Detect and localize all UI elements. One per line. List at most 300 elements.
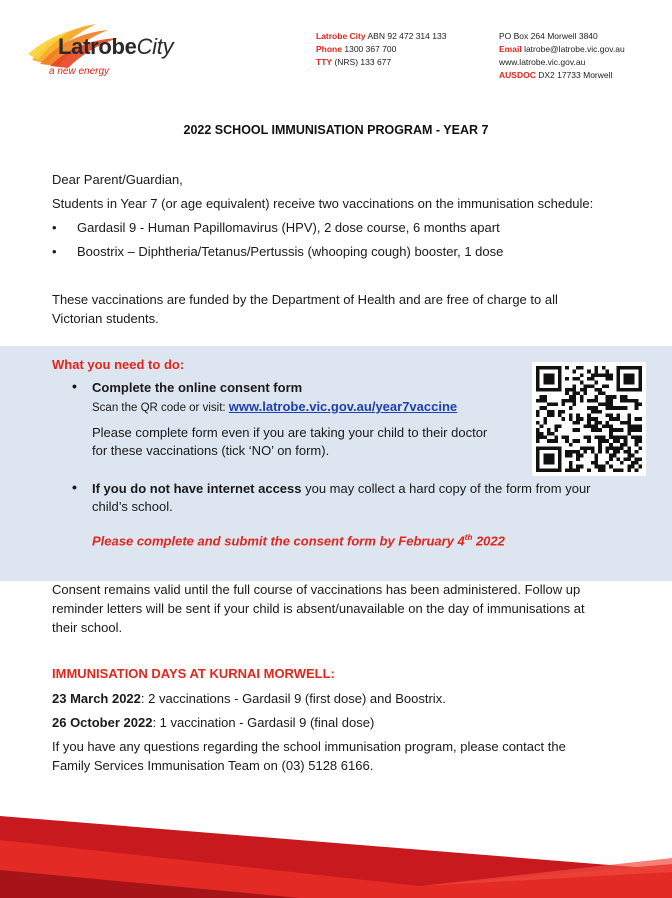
qr-module	[569, 406, 573, 410]
qr-module	[587, 435, 591, 439]
qr-module	[558, 446, 562, 450]
qr-module	[594, 399, 598, 403]
qr-module	[558, 373, 562, 377]
qr-module	[635, 439, 639, 443]
qr-module	[594, 461, 598, 465]
qr-module	[627, 414, 631, 418]
consent-validity-text: Consent remains valid until the full course of vaccinations has been administered. Follow up reminder letters will be sent if your child is absent/unavailable on the day of immunisations at their school.	[52, 582, 585, 635]
qr-module	[616, 388, 620, 392]
qr-module	[609, 465, 613, 469]
vaccine-list-item: • Gardasil 9 - Human Papillomavirus (HPV), 2 dose course, 6 months apart	[52, 220, 500, 235]
qr-module	[562, 417, 566, 421]
qr-module	[554, 428, 558, 432]
qr-module	[558, 450, 562, 454]
qr-module	[580, 395, 584, 399]
qr-module	[594, 410, 598, 414]
qr-module	[569, 417, 573, 421]
qr-module	[551, 388, 555, 392]
qr-module	[613, 446, 617, 450]
qr-module	[594, 435, 598, 439]
qr-module	[635, 399, 639, 403]
qr-module	[638, 381, 642, 385]
qr-module	[605, 377, 609, 381]
qr-module	[638, 424, 642, 428]
qr-module	[609, 443, 613, 447]
qr-module	[580, 388, 584, 392]
qr-module	[624, 450, 628, 454]
qr-module	[547, 439, 551, 443]
qr-module	[635, 388, 639, 392]
qr-module	[536, 468, 540, 472]
qr-module	[631, 388, 635, 392]
qr-module	[547, 457, 551, 461]
qr-module	[565, 388, 569, 392]
qr-module	[558, 370, 562, 374]
qr-module	[543, 468, 547, 472]
contact-line: Latrobe City ABN 92 472 314 133	[316, 31, 447, 41]
qr-module	[594, 457, 598, 461]
qr-module	[554, 366, 558, 370]
bullet-icon: •	[72, 378, 77, 394]
qr-module	[547, 414, 551, 418]
qr-module	[576, 465, 580, 469]
qr-module	[554, 403, 558, 407]
qr-module	[627, 468, 631, 472]
qr-module	[558, 377, 562, 381]
qr-module	[591, 424, 595, 428]
qr-module	[613, 435, 617, 439]
qr-module	[536, 388, 540, 392]
qr-module	[536, 370, 540, 374]
qr-module	[616, 417, 620, 421]
qr-module	[587, 377, 591, 381]
qr-module	[551, 366, 555, 370]
qr-module	[638, 377, 642, 381]
qr-module	[543, 435, 547, 439]
qr-module	[616, 377, 620, 381]
document-title: 2022 SCHOOL IMMUNISATION PROGRAM - YEAR 7	[183, 123, 489, 137]
qr-module	[638, 388, 642, 392]
qr-module	[627, 417, 631, 421]
qr-module	[580, 373, 584, 377]
questions-text: If you have any questions regarding the school immunisation program, please contact the Family Services Immunisation Team on (03) 5128 6166.	[52, 739, 566, 773]
qr-module	[613, 406, 617, 410]
qr-module	[591, 410, 595, 414]
qr-module	[536, 432, 540, 436]
qr-module	[576, 377, 580, 381]
qr-module	[627, 432, 631, 436]
qr-module	[558, 457, 562, 461]
qr-module	[627, 399, 631, 403]
qr-module	[627, 421, 631, 425]
qr-module	[536, 457, 540, 461]
qr-module	[598, 421, 602, 425]
qr-module	[558, 366, 562, 370]
qr-module	[569, 399, 573, 403]
qr-module	[627, 366, 631, 370]
qr-module	[631, 399, 635, 403]
qr-module	[551, 454, 555, 458]
qr-module	[576, 421, 580, 425]
qr-module	[598, 392, 602, 396]
qr-module	[627, 373, 631, 377]
qr-module	[540, 388, 544, 392]
qr-module	[536, 465, 540, 469]
qr-module	[536, 435, 540, 439]
funding-text: These vaccinations are funded by the Department of Health and are free of charge to all Victorian students.	[52, 292, 558, 326]
consent-form-heading: Complete the online consent form	[92, 380, 303, 395]
qr-module	[543, 454, 547, 458]
vaccine-list-item: • Boostrix – Diphtheria/Tetanus/Pertussis (whooping cough) booster, 1 dose	[52, 244, 504, 259]
qr-module	[543, 406, 547, 410]
qr-module	[569, 388, 573, 392]
logo-name-italic: City	[136, 34, 174, 59]
qr-module	[609, 414, 613, 418]
qr-module	[613, 428, 617, 432]
qr-module	[551, 461, 555, 465]
qr-module	[587, 446, 591, 450]
qr-module	[543, 373, 547, 377]
qr-module	[547, 403, 551, 407]
qr-module	[576, 439, 580, 443]
qr-module	[620, 399, 624, 403]
qr-module	[594, 417, 598, 421]
qr-module	[624, 366, 628, 370]
qr-module	[609, 435, 613, 439]
qr-module	[627, 446, 631, 450]
qr-module	[543, 461, 547, 465]
qr-module	[587, 468, 591, 472]
qr-module	[551, 457, 555, 461]
contact-line: Email latrobe@latrobe.vic.gov.au	[499, 44, 625, 54]
qr-module	[573, 370, 577, 374]
qr-module	[540, 406, 544, 410]
qr-module	[543, 417, 547, 421]
qr-module	[540, 435, 544, 439]
qr-module	[551, 468, 555, 472]
qr-module	[605, 395, 609, 399]
qr-module	[613, 439, 617, 443]
qr-module	[620, 421, 624, 425]
qr-module	[584, 450, 588, 454]
qr-module	[591, 384, 595, 388]
qr-module	[602, 403, 606, 407]
qr-module	[631, 428, 635, 432]
qr-module	[594, 381, 598, 385]
qr-module	[620, 468, 624, 472]
qr-module	[627, 450, 631, 454]
qr-module	[580, 446, 584, 450]
qr-module	[536, 450, 540, 454]
qr-module	[540, 432, 544, 436]
qr-module	[638, 373, 642, 377]
qr-module	[635, 417, 639, 421]
contact-block-left	[316, 30, 446, 69]
qr-module	[627, 465, 631, 469]
qr-module	[580, 417, 584, 421]
qr-module	[598, 465, 602, 469]
qr-module	[594, 406, 598, 410]
qr-module	[620, 435, 624, 439]
qr-module	[609, 406, 613, 410]
qr-module	[569, 454, 573, 458]
qr-module	[540, 399, 544, 403]
qr-module	[598, 403, 602, 407]
qr-module	[576, 392, 580, 396]
qr-module	[587, 439, 591, 443]
qr-module	[580, 465, 584, 469]
qr-module	[536, 461, 540, 465]
qr-module	[598, 435, 602, 439]
qr-module	[635, 403, 639, 407]
qr-module	[543, 381, 547, 385]
qr-module	[547, 381, 551, 385]
qr-module	[631, 377, 635, 381]
qr-module	[620, 461, 624, 465]
qr-module	[536, 414, 540, 418]
qr-module	[616, 373, 620, 377]
qr-module	[605, 370, 609, 374]
qr-module	[591, 417, 595, 421]
qr-code-icon[interactable]	[532, 362, 646, 476]
qr-module	[580, 381, 584, 385]
qr-module	[613, 395, 617, 399]
qr-module	[547, 446, 551, 450]
qr-module	[598, 443, 602, 447]
qr-module	[624, 406, 628, 410]
qr-module	[627, 454, 631, 458]
qr-module	[580, 399, 584, 403]
qr-module	[620, 443, 624, 447]
qr-module	[638, 457, 642, 461]
qr-module	[598, 468, 602, 472]
qr-module	[543, 388, 547, 392]
qr-module	[605, 406, 609, 410]
qr-module	[598, 450, 602, 454]
qr-module	[591, 428, 595, 432]
qr-module	[558, 388, 562, 392]
qr-module	[543, 377, 547, 381]
qr-module	[631, 461, 635, 465]
qr-module	[635, 461, 639, 465]
qr-module	[565, 454, 569, 458]
qr-module	[536, 373, 540, 377]
hard-copy-note: If you do not have internet access you may collect a hard copy of the form from your child’s school.	[92, 481, 591, 514]
qr-module	[591, 450, 595, 454]
qr-module	[576, 450, 580, 454]
qr-module	[594, 421, 598, 425]
qr-module	[627, 377, 631, 381]
qr-module	[551, 414, 555, 418]
deadline-notice: Please complete and submit the consent form by February 4th 2022	[92, 533, 505, 549]
contact-line: www.latrobe.vic.gov.au	[499, 57, 586, 67]
qr-module	[613, 417, 617, 421]
qr-module	[594, 388, 598, 392]
qr-module	[558, 414, 562, 418]
qr-module	[594, 373, 598, 377]
qr-module	[635, 366, 639, 370]
qr-module	[602, 373, 606, 377]
logo-name-bold: Latrobe	[58, 34, 137, 59]
qr-module	[573, 428, 577, 432]
qr-module	[576, 454, 580, 458]
qr-module	[543, 399, 547, 403]
bullet-icon: •	[52, 220, 57, 235]
qr-module	[573, 468, 577, 472]
qr-module	[616, 450, 620, 454]
qr-module	[551, 439, 555, 443]
qr-module	[609, 403, 613, 407]
qr-module	[609, 428, 613, 432]
contact-line: AUSDOC DX2 17733 Morwell	[499, 70, 613, 80]
consent-form-link[interactable]: www.latrobe.vic.gov.au/year7vaccine	[228, 399, 458, 414]
qr-module	[565, 366, 569, 370]
qr-module	[587, 414, 591, 418]
qr-module	[609, 424, 613, 428]
qr-module	[613, 450, 617, 454]
qr-module	[624, 381, 628, 385]
qr-module	[594, 370, 598, 374]
qr-module	[624, 399, 628, 403]
qr-module	[609, 399, 613, 403]
qr-module	[635, 450, 639, 454]
qr-module	[624, 457, 628, 461]
qr-module	[536, 446, 540, 450]
qr-module	[616, 446, 620, 450]
qr-module	[565, 377, 569, 381]
qr-module	[587, 399, 591, 403]
qr-module	[540, 446, 544, 450]
qr-module	[602, 384, 606, 388]
qr-module	[594, 366, 598, 370]
qr-module	[631, 435, 635, 439]
qr-module	[616, 384, 620, 388]
qr-module	[624, 377, 628, 381]
qr-module	[598, 388, 602, 392]
qr-module	[576, 414, 580, 418]
qr-module	[584, 446, 588, 450]
qr-module	[576, 468, 580, 472]
qr-module	[536, 381, 540, 385]
qr-module	[584, 435, 588, 439]
contact-block-right	[499, 30, 625, 82]
qr-module	[591, 446, 595, 450]
qr-module	[587, 370, 591, 374]
qr-module	[554, 424, 558, 428]
qr-module	[573, 439, 577, 443]
qr-module	[616, 381, 620, 385]
qr-module	[631, 424, 635, 428]
qr-module	[616, 435, 620, 439]
qr-module	[605, 414, 609, 418]
qr-module	[594, 424, 598, 428]
qr-module	[635, 428, 639, 432]
qr-module	[605, 403, 609, 407]
qr-module	[547, 428, 551, 432]
qr-module	[558, 454, 562, 458]
qr-module	[605, 439, 609, 443]
qr-module	[620, 406, 624, 410]
qr-module	[627, 424, 631, 428]
qr-module	[605, 399, 609, 403]
qr-module	[613, 468, 617, 472]
qr-module	[587, 421, 591, 425]
qr-module	[569, 450, 573, 454]
qr-module	[587, 417, 591, 421]
qr-module	[543, 395, 547, 399]
consent-note: Please complete form even if you are taking your child to their doctor for these vaccinations (tick ‘NO’ on form).	[92, 425, 488, 458]
logo-wordmark	[58, 34, 173, 60]
qr-module	[594, 395, 598, 399]
qr-module	[624, 373, 628, 377]
qr-module	[573, 395, 577, 399]
qr-module	[609, 432, 613, 436]
qr-module	[631, 465, 635, 469]
footer-red-banner	[0, 800, 672, 898]
qr-module	[562, 410, 566, 414]
qr-module	[598, 410, 602, 414]
qr-module	[594, 465, 598, 469]
qr-module	[587, 406, 591, 410]
qr-module	[536, 384, 540, 388]
contact-line: Phone 1300 367 700	[316, 44, 397, 54]
qr-module	[573, 403, 577, 407]
qr-module	[602, 424, 606, 428]
qr-module	[558, 468, 562, 472]
qr-module	[638, 435, 642, 439]
qr-module	[605, 424, 609, 428]
qr-module	[616, 366, 620, 370]
qr-module	[627, 428, 631, 432]
qr-module	[554, 446, 558, 450]
qr-module	[587, 424, 591, 428]
qr-module	[591, 406, 595, 410]
qr-module	[576, 457, 580, 461]
qr-module	[573, 392, 577, 396]
qr-module	[536, 454, 540, 458]
qr-module	[584, 424, 588, 428]
qr-module	[551, 403, 555, 407]
qr-module	[638, 446, 642, 450]
qr-module	[536, 421, 540, 425]
qr-module	[573, 421, 577, 425]
qr-module	[573, 399, 577, 403]
qr-module	[543, 421, 547, 425]
qr-module	[573, 450, 577, 454]
qr-module	[624, 435, 628, 439]
qr-module	[558, 461, 562, 465]
qr-module	[580, 454, 584, 458]
qr-module	[627, 388, 631, 392]
qr-module	[609, 373, 613, 377]
qr-module	[609, 446, 613, 450]
qr-module	[605, 421, 609, 425]
qr-module	[638, 417, 642, 421]
qr-module	[569, 395, 573, 399]
greeting: Dear Parent/Guardian,	[52, 172, 183, 187]
qr-module	[635, 443, 639, 447]
qr-module	[635, 435, 639, 439]
qr-module	[551, 377, 555, 381]
qr-module	[598, 428, 602, 432]
qr-module	[569, 468, 573, 472]
qr-module	[558, 384, 562, 388]
qr-module	[587, 384, 591, 388]
qr-module	[562, 399, 566, 403]
qr-module	[627, 457, 631, 461]
qr-module	[624, 443, 628, 447]
qr-module	[576, 428, 580, 432]
